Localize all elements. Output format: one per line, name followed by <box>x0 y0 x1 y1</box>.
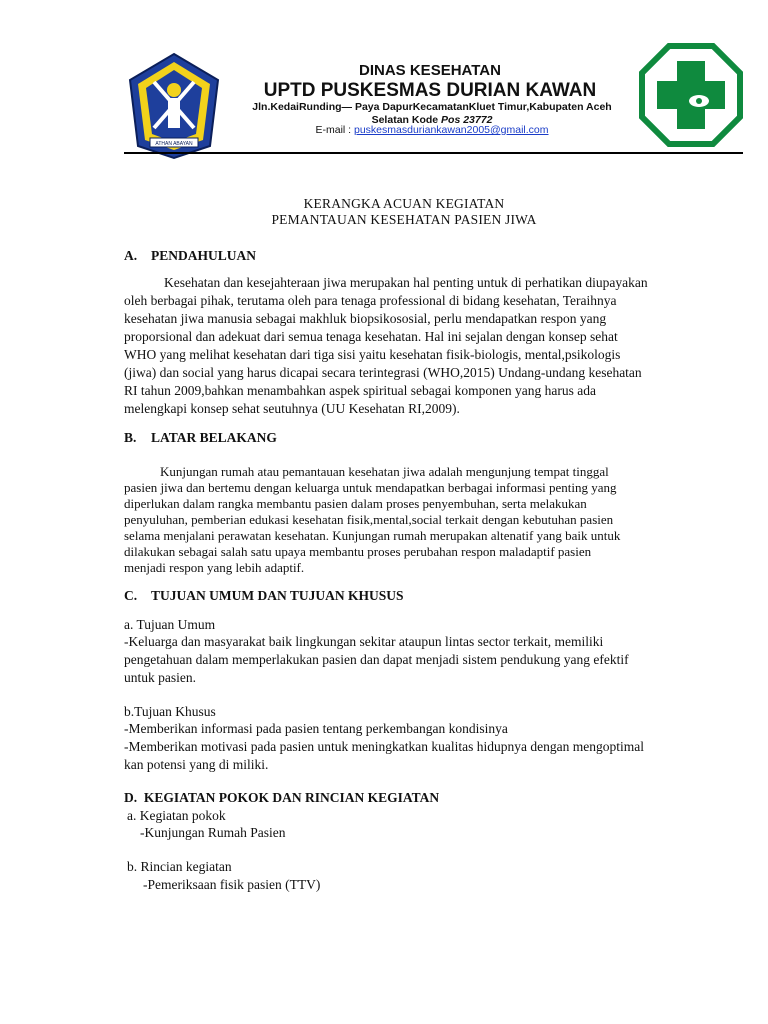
section-a-heading <box>124 248 256 264</box>
section-number: B. <box>124 430 137 445</box>
paragraph-line: pasien jiwa dan bertemu dengan keluarga untuk mendapatkan berbagai informasi penting yang <box>124 480 617 495</box>
paragraph-line: Kunjungan rumah atau pemantauan kesehatan jiwa adalah mengunjung tempat tinggal <box>160 464 609 479</box>
section-title: TUJUAN UMUM DAN TUJUAN KHUSUS <box>151 588 404 603</box>
tujuan-umum-text <box>124 633 704 687</box>
section-title: KEGIATAN POKOK DAN RINCIAN KEGIATAN <box>143 790 440 805</box>
section-c-heading <box>124 588 404 604</box>
document-title-line-1: KERANGKA ACUAN KEGIATAN <box>303 196 505 211</box>
paragraph-line: proporsional dan adekuat dari semua tenaga kesehatan. Hal ini sejalan dengan konsep sehat <box>124 329 618 344</box>
section-title: PENDAHULUAN <box>151 248 257 263</box>
postal-code: Pos 23772 <box>441 114 493 126</box>
section-number: C. <box>124 588 138 603</box>
section-number: A. <box>124 248 138 263</box>
email-line <box>232 124 632 136</box>
paragraph-line: kesehatan jiwa manusia sebagai makhluk biopsikososial, perlu mendapatkan respon yang <box>124 311 607 326</box>
paragraph-line: diperlukan dalam rangka membantu pasien dalam proses penyembuhan, serta melakukan <box>124 496 587 511</box>
paragraph-line: dilakukan sebagai salah satu upaya membantu proses perubahan respon maladaptif pasien <box>124 544 592 559</box>
regency-emblem-logo <box>124 50 224 160</box>
section-b-heading <box>124 430 277 446</box>
puskesmas-cross-logo <box>639 43 743 147</box>
kegiatan-pokok-title: a. Kegiatan pokok <box>127 808 226 823</box>
paragraph-line: melengkapi konsep sehat seutuhnya (UU Kesehatan RI,2009). <box>124 401 460 416</box>
rincian-kegiatan-title: b. Rincian kegiatan <box>127 859 232 874</box>
paragraph-line: menjadi respon yang lebih adaptif. <box>124 560 305 575</box>
paragraph-line: -Memberikan motivasi pada pasien untuk meningkatkan kualitas hidupnya dengan mengoptimal <box>124 739 645 754</box>
kegiatan-pokok-item: -Kunjungan Rumah Pasien <box>140 825 286 840</box>
address-line-1: Jln.KedaiRunding— Paya DapurKecamatanKluet Timur,Kabupaten Aceh <box>252 101 612 113</box>
paragraph-line: Kesehatan dan kesejahteraan jiwa merupakan hal penting untuk di perhatikan diupayakan <box>164 275 648 290</box>
rincian-kegiatan-item: -Pemeriksaan fisik pasien (TTV) <box>143 877 321 892</box>
emblem-ribbon-text: ATHAN ABAYAN <box>155 141 193 147</box>
paragraph-line: untuk pasien. <box>124 670 196 685</box>
paragraph-line: RI tahun 2009,bahkan menambahkan aspek spiritual sebagai komponen yang harus ada <box>124 383 596 398</box>
section-b-paragraph <box>124 464 704 576</box>
paragraph-line: WHO yang melihat kesehatan dari tiga sisi yaitu kesehatan fisik-biologis, mental,psikologis <box>124 347 621 362</box>
section-title: LATAR BELAKANG <box>151 430 277 445</box>
paragraph-line: kan potensi yang di miliki. <box>124 757 269 772</box>
header-divider <box>124 152 743 154</box>
document-title-line-2: PEMANTAUAN KESEHATAN PASIEN JIWA <box>271 212 537 227</box>
tujuan-khusus-text <box>124 720 704 774</box>
email-link[interactable]: puskesmasduriankawan2005@gmail.com <box>354 124 549 136</box>
paragraph-line: pengetahuan dalam memperlakukan pasien dan dapat menjadi sistem pendukung yang efektif <box>124 652 629 667</box>
section-number: D. <box>124 790 138 805</box>
paragraph-line: (jiwa) dan social yang harus dicapai secara terintegrasi (WHO,2015) Undang-undang kesehatan <box>124 365 642 380</box>
paragraph-line: penyuluhan, pemberian edukasi kesehatan fisik,mental,social terkait dengan kebutuhan pasien <box>124 512 614 527</box>
paragraph-line: -Memberikan informasi pada pasien tentang perkembangan kondisinya <box>124 721 508 736</box>
tujuan-umum-title: a. Tujuan Umum <box>124 617 216 632</box>
section-d-heading <box>124 790 439 806</box>
paragraph-line: oleh berbagai pihak, terutama oleh para tenaga professional di bidang kesehatan, Teraihnya <box>124 293 617 308</box>
section-a-paragraph <box>124 274 704 418</box>
department-name: DINAS KESEHATAN <box>359 62 501 79</box>
institution-name: UPTD PUSKESMAS DURIAN KAWAN <box>263 80 597 101</box>
tujuan-khusus-title: b.Tujuan Khusus <box>124 704 216 719</box>
email-label: E-mail : <box>315 124 354 136</box>
paragraph-line: selama menjalani perawatan kesehatan. Kunjungan rumah merupakan altenatif yang baik untuk <box>124 528 621 543</box>
address-prefix: Selatan Kode <box>371 114 442 126</box>
paragraph-line: -Keluarga dan masyarakat baik lingkungan sekitar ataupun lintas sector terkait, memiliki <box>124 634 604 649</box>
